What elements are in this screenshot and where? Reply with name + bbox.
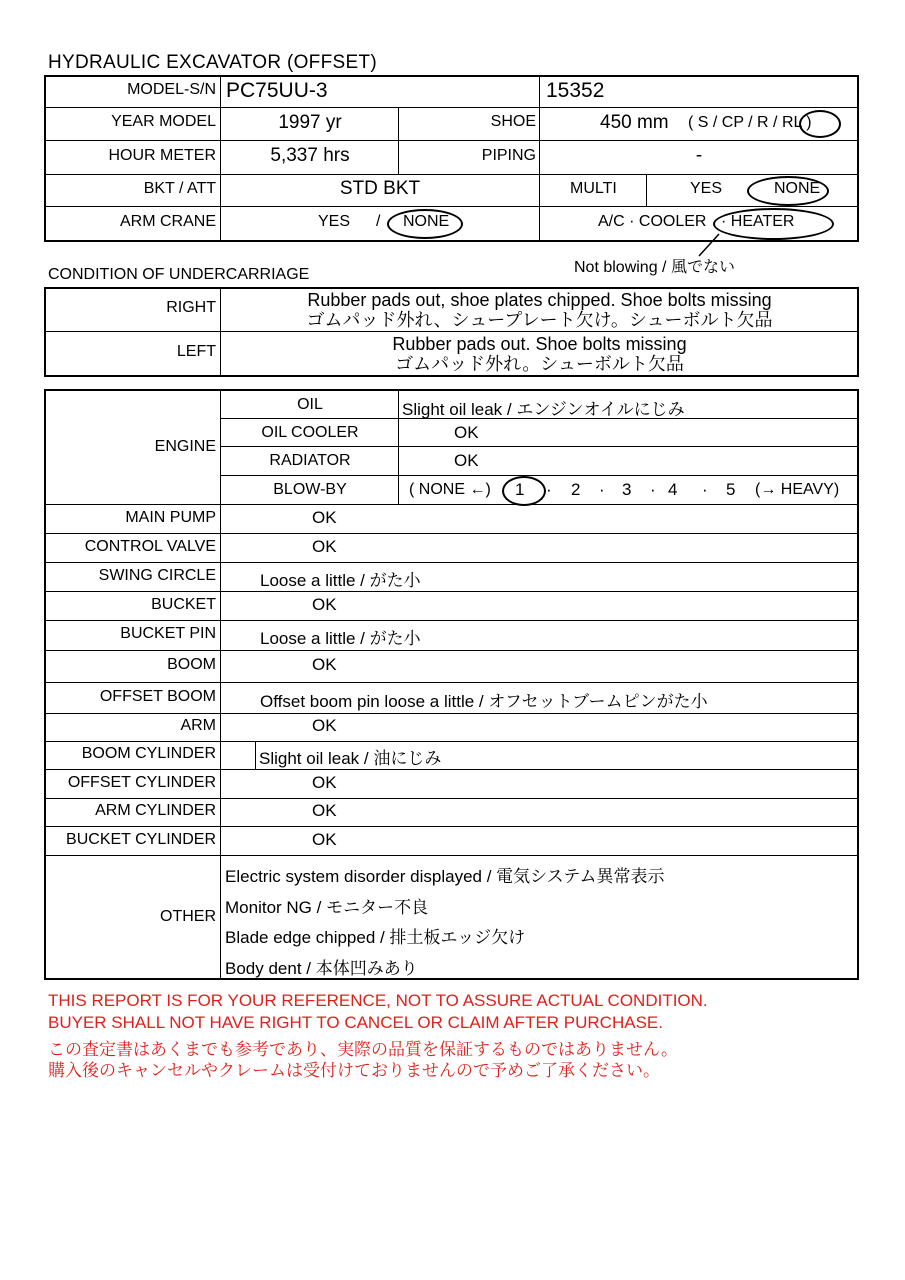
blowby-none: ( NONE ←) bbox=[409, 481, 491, 498]
item-label: OFFSET CYLINDER bbox=[67, 774, 216, 791]
bkt-value: STD BKT bbox=[339, 178, 421, 199]
year-model-label: YEAR MODEL bbox=[111, 113, 216, 130]
engine-oil-value: Slight oil leak / エンジンオイルにじみ bbox=[402, 400, 685, 419]
uc-right-value bbox=[222, 290, 857, 330]
item-label: BOOM CYLINDER bbox=[81, 745, 216, 762]
arm-crane-separator: / bbox=[376, 213, 381, 230]
arm-crane-none-circle bbox=[387, 209, 463, 239]
item-label: BUCKET bbox=[151, 596, 216, 613]
item-label: BUCKET CYLINDER bbox=[66, 831, 216, 848]
other-label: OTHER bbox=[160, 908, 216, 925]
blowby-dot-3: · bbox=[650, 480, 656, 499]
multi-yes: YES bbox=[690, 180, 723, 197]
item-value: OK bbox=[312, 716, 337, 735]
undercarriage-title: CONDITION OF UNDERCARRIAGE bbox=[48, 266, 310, 283]
year-value: 1997 yr bbox=[278, 112, 342, 133]
piping-label: PIPING bbox=[481, 147, 536, 164]
blowby-level-2: 2 bbox=[571, 480, 581, 499]
disclaimer-line-2: BUYER SHALL NOT HAVE RIGHT TO CANCEL OR CLAIM AFTER PURCHASE. bbox=[48, 1013, 663, 1032]
blowby-level-5: 5 bbox=[726, 480, 736, 499]
uc-left-label: LEFT bbox=[176, 343, 216, 360]
uc-left-jp: ゴムパッド外れ。シューボルト欠品 bbox=[395, 354, 684, 374]
item-value: Loose a little / がた小 bbox=[260, 571, 421, 590]
ac-cooler-label: A/C · COOLER bbox=[598, 213, 707, 230]
shoe-selected-circle bbox=[799, 110, 841, 138]
ac-note: Not blowing / 風でない bbox=[574, 259, 735, 276]
item-value: OK bbox=[312, 830, 337, 849]
disclaimer-line-1: THIS REPORT IS FOR YOUR REFERENCE, NOT TO ASSURE ACTUAL CONDITION. bbox=[48, 991, 708, 1010]
item-label: BOOM bbox=[167, 656, 216, 673]
arm-crane-label: ARM CRANE bbox=[119, 213, 216, 230]
multi-none: NONE bbox=[774, 180, 821, 197]
model-sn-label: MODEL-S/N bbox=[127, 81, 216, 98]
shoe-label: SHOE bbox=[490, 113, 536, 130]
arm-crane-yes: YES bbox=[318, 213, 351, 230]
item-label: SWING CIRCLE bbox=[98, 567, 216, 584]
page-title: HYDRAULIC EXCAVATOR (OFFSET) bbox=[48, 52, 377, 73]
item-label: ARM bbox=[180, 717, 216, 734]
item-value: OK bbox=[312, 508, 337, 527]
item-value: OK bbox=[312, 655, 337, 674]
uc-left-en: Rubber pads out. Shoe bolts missing bbox=[392, 334, 687, 354]
item-label: BUCKET PIN bbox=[120, 625, 216, 642]
item-value: OK bbox=[312, 537, 337, 556]
oil-cooler-value: OK bbox=[454, 423, 479, 442]
serial-value: 15352 bbox=[546, 79, 605, 102]
item-label: OFFSET BOOM bbox=[99, 688, 216, 705]
radiator-label: RADIATOR bbox=[269, 452, 351, 469]
other-line-3: Blade edge chipped / 排土板エッジ欠け bbox=[225, 928, 526, 947]
blowby-heavy: (→ HEAVY) bbox=[755, 481, 840, 498]
shoe-options: ( S / CP / R / RL ) bbox=[688, 114, 812, 131]
engine-label: ENGINE bbox=[154, 438, 216, 455]
item-value: Slight oil leak / 油にじみ bbox=[259, 749, 442, 768]
heater-circle bbox=[713, 208, 834, 240]
ac-heater-label: · HEATER bbox=[721, 213, 795, 230]
disclaimer-line-3: この査定書はあくまでも参考であり、実際の品質を保証するものではありません。 bbox=[48, 1040, 679, 1059]
other-line-2: Monitor NG / モニター不良 bbox=[225, 898, 429, 917]
piping-value: - bbox=[695, 145, 703, 166]
hours-value: 5,337 hrs bbox=[270, 145, 350, 166]
shoe-width-value: 450 mm bbox=[600, 112, 669, 133]
oil-cooler-label: OIL COOLER bbox=[261, 424, 359, 441]
blowby-dot-2: · bbox=[599, 480, 605, 499]
item-value: OK bbox=[312, 773, 337, 792]
uc-right-label: RIGHT bbox=[166, 299, 216, 316]
blowby-dot-1: · bbox=[546, 480, 552, 499]
item-value: OK bbox=[312, 801, 337, 820]
item-label: CONTROL VALVE bbox=[84, 538, 216, 555]
uc-left-value bbox=[222, 334, 857, 374]
item-value: OK bbox=[312, 595, 337, 614]
uc-right-jp: ゴムパッド外れ、シュープレート欠け。シューボルト欠品 bbox=[306, 310, 773, 330]
uc-right-en: Rubber pads out, shoe plates chipped. Shoe bolts missing bbox=[307, 290, 772, 310]
item-label: ARM CYLINDER bbox=[95, 802, 216, 819]
blowby-selected-circle bbox=[502, 476, 546, 506]
hour-meter-label: HOUR METER bbox=[108, 147, 216, 164]
model-value: PC75UU-3 bbox=[226, 79, 328, 102]
other-line-1: Electric system disorder displayed / 電気システム異常表示 bbox=[225, 867, 665, 886]
multi-label: MULTI bbox=[570, 180, 617, 197]
blowby-label: BLOW-BY bbox=[273, 481, 347, 498]
engine-oil-label: OIL bbox=[297, 396, 323, 413]
blowby-level-4: 4 bbox=[668, 480, 678, 499]
blowby-level-3: 3 bbox=[622, 480, 632, 499]
other-line-4: Body dent / 本体凹みあり bbox=[225, 959, 418, 978]
arm-crane-none: NONE bbox=[403, 213, 450, 230]
multi-none-circle bbox=[747, 176, 829, 206]
bkt-att-label: BKT / ATT bbox=[143, 180, 216, 197]
item-value: Offset boom pin loose a little / オフセットブームピンがた小 bbox=[260, 692, 708, 711]
item-value: Loose a little / がた小 bbox=[260, 629, 421, 648]
radiator-value: OK bbox=[454, 451, 479, 470]
blowby-dot-4: · bbox=[702, 480, 708, 499]
disclaimer-line-4: 購入後のキャンセルやクレームは受付けておりませんので予めご了承ください。 bbox=[48, 1061, 660, 1080]
item-label: MAIN PUMP bbox=[125, 509, 216, 526]
blowby-level-1: 1 bbox=[515, 480, 525, 499]
